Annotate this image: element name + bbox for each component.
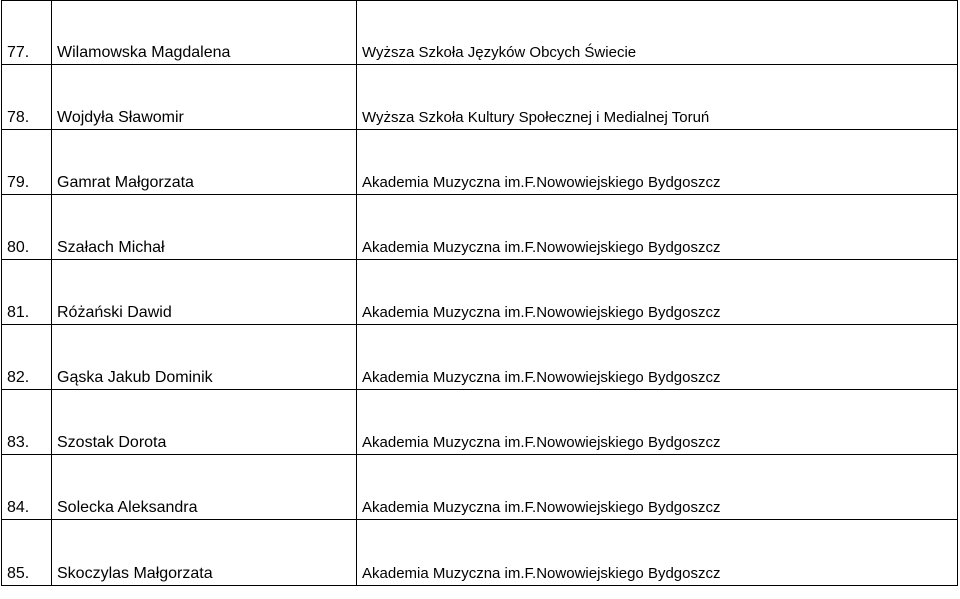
person-name-cell: [52, 520, 357, 586]
institution-cell: [357, 390, 958, 455]
person-name-cell: [52, 390, 357, 455]
person-name: Gamrat Małgorzata: [57, 174, 194, 191]
row-number-cell: [2, 195, 52, 260]
institution-name: Wyższa Szkoła Kultury Społecznej i Medialnej Toruń: [362, 109, 710, 126]
table-row: [2, 130, 958, 195]
row-number: 78.: [7, 109, 30, 126]
institution-cell: [357, 455, 958, 520]
row-number: 81.: [7, 304, 30, 321]
institution-name: Akademia Muzyczna im.F.Nowowiejskiego Bydgoszcz: [362, 369, 721, 386]
row-number: 82.: [7, 369, 30, 386]
institution-cell: [357, 260, 958, 325]
institution-cell: [357, 65, 958, 130]
institution-cell: [357, 195, 958, 260]
row-number: 84.: [7, 499, 30, 516]
row-number: 85.: [7, 565, 30, 582]
institution-name: Akademia Muzyczna im.F.Nowowiejskiego Bydgoszcz: [362, 434, 721, 451]
table-row: [2, 455, 958, 520]
row-number: 80.: [7, 239, 30, 256]
institution-name: Akademia Muzyczna im.F.Nowowiejskiego Bydgoszcz: [362, 304, 721, 321]
person-name-cell: [52, 195, 357, 260]
institution-cell: [357, 1, 958, 65]
institution-name: Akademia Muzyczna im.F.Nowowiejskiego Bydgoszcz: [362, 174, 721, 191]
person-name-cell: [52, 325, 357, 390]
row-number-cell: [2, 65, 52, 130]
row-number-cell: [2, 1, 52, 65]
institution-cell: [357, 325, 958, 390]
row-number-cell: [2, 130, 52, 195]
row-number-cell: [2, 455, 52, 520]
table-row: [2, 195, 958, 260]
person-name: Szałach Michał: [57, 239, 165, 256]
table-row: [2, 325, 958, 390]
institution-name: Akademia Muzyczna im.F.Nowowiejskiego Bydgoszcz: [362, 239, 721, 256]
person-name: Solecka Aleksandra: [57, 499, 198, 516]
person-name: Skoczylas Małgorzata: [57, 565, 213, 582]
person-name-cell: [52, 65, 357, 130]
row-number-cell: [2, 520, 52, 586]
person-name-cell: [52, 1, 357, 65]
table-row: [2, 390, 958, 455]
table-row: [2, 260, 958, 325]
person-name: Gąska Jakub Dominik: [57, 369, 213, 386]
institution-name: Akademia Muzyczna im.F.Nowowiejskiego Bydgoszcz: [362, 499, 721, 516]
row-number-cell: [2, 325, 52, 390]
row-number: 83.: [7, 434, 30, 451]
institution-name: Wyższa Szkoła Języków Obcych Świecie: [362, 44, 637, 61]
person-name-cell: [52, 455, 357, 520]
roster-table: [1, 0, 958, 586]
person-name-cell: [52, 260, 357, 325]
row-number-cell: [2, 390, 52, 455]
institution-cell: [357, 130, 958, 195]
table-row: [2, 520, 958, 586]
person-name-cell: [52, 130, 357, 195]
person-name: Wilamowska Magdalena: [57, 44, 231, 61]
row-number-cell: [2, 260, 52, 325]
person-name: Szostak Dorota: [57, 434, 167, 451]
institution-name: Akademia Muzyczna im.F.Nowowiejskiego Bydgoszcz: [362, 565, 721, 582]
person-name: Wojdyła Sławomir: [57, 109, 184, 126]
table-row: [2, 65, 958, 130]
institution-cell: [357, 520, 958, 586]
table-row: [2, 1, 958, 65]
person-name: Różański Dawid: [57, 304, 172, 321]
row-number: 79.: [7, 174, 30, 191]
row-number: 77.: [7, 44, 30, 61]
